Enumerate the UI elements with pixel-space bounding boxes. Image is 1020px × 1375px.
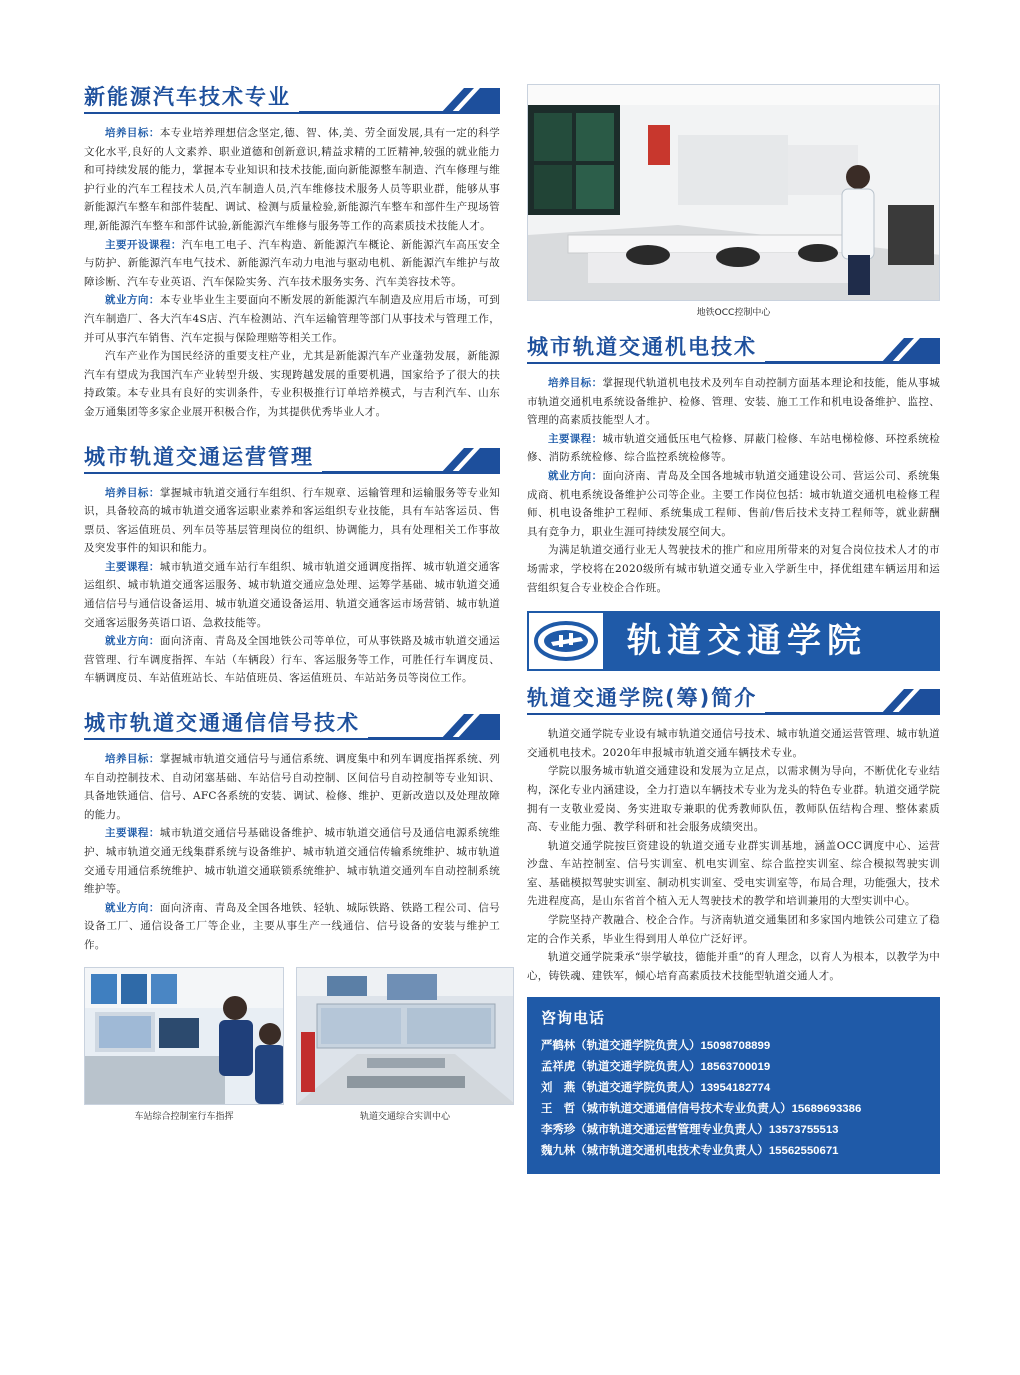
contact-row: 刘 燕（轨道交通学院负责人）13954182774 [541, 1082, 771, 1095]
goal-paragraph [527, 374, 940, 430]
course-text: 城市轨道交通低压电气检修、屏蔽门检修、车站电梯检修、环控系统检修、消防系统检修、综合监控系统检修等。 [527, 432, 940, 464]
section-title: 城市轨道交通通信信号技术 [84, 708, 368, 738]
goal-paragraph [84, 750, 500, 824]
section-title: 轨道交通学院(筹)简介 [527, 683, 765, 713]
course-label: 主要开设课程： [105, 238, 182, 251]
left-column [84, 82, 500, 1122]
course-text: 汽车电工电子、汽车构造、新能源汽车概论、新能源汽车高压安全与防护、新能源汽车电气技术、新能源汽车动力电池与驱动电机、新能源汽车维护与故障诊断、汽车专业英语、汽车保险实务、汽车技术服务实务、汽车美容技术等。 [84, 238, 500, 288]
section-header-intro [527, 683, 940, 719]
section-header-ops [84, 442, 500, 478]
extra-paragraph: 汽车产业作为国民经济的重要支柱产业，尤其是新能源汽车产业蓬勃发展，新能源汽车有望成为我国汽车产业转型升级、实现跨越发展的重要机遇，国家给予了很大的扶持政策。本专业具有良好的实训条件，专业积极推行订单培养模式，与吉利汽车、山东金万通集团等多家企业展开积极合作，为其提供优秀毕业人才。 [84, 350, 500, 418]
course-text: 城市轨道交通信号基础设备维护、城市轨道交通信号及通信电源系统维护、城市轨道交通无线集群系统与设备维护、城市轨道交通信传输系统维护、城市轨道交通专用通信系统维护、城市轨道交通联锁系统维护、城市轨道交通列车自动控制系统维护等。 [84, 827, 500, 896]
contact-row: 魏九林（城市轨道交通机电技术专业负责人）15562550671 [541, 1145, 839, 1158]
goal-text: 掌握现代轨道机电技术及列车自动控制方面基本理论和技能，能从事城市轨道交通机电系统设备维护、检修、管理、安装、施工工作和机电设备维护、监控、管理的高素质技能型人才。 [527, 377, 940, 427]
job-paragraph [84, 291, 500, 347]
contact-row: 孟祥虎（轨道交通学院负责人）18563700019 [541, 1061, 771, 1074]
intro-paragraph: 轨道交通学院专业设有城市轨道交通信号技术、城市轨道交通运营管理、城市轨道交通机电技术。2020年申报城市轨道交通车辆技术专业。 [527, 728, 940, 759]
course-paragraph [84, 824, 500, 898]
course-paragraph [84, 236, 500, 292]
contact-row: 严鹤林（轨道交通学院负责人）15098708899 [541, 1040, 771, 1053]
course-paragraph [84, 558, 500, 632]
intro-paragraph: 轨道交通学院按巨资建设的轨道交通专业群实训基地，涵盖OCC调度中心、运营沙盘、车站控制室、信号实训室、机电实训室、综合监控实训室、综合模拟驾驶实训室、基础模拟驾驶实训室、制动机实训室、受电实训室等，布局合理，功能强大，技术先进程度高，是山东省首个植入无人驾驶技术的教学和培训兼用的大型实训中心。 [527, 839, 940, 908]
training-center-photo [296, 967, 514, 1105]
college-logo-icon [527, 611, 605, 671]
job-label: 就业方向： [105, 635, 160, 648]
intro-paragraph: 学院以服务城市轨道交通建设和发展为立足点，以需求侧为导向，不断优化专业结构，深化专业内涵建设，全力打造以车辆技术专业为龙头的特色专业群。轨道交通学院拥有一支敬业爱岗、务实进取专兼职的优秀教师队伍，教师队伍结构合理、整体素质高、专业能力强、教学科研和社会服务成绩突出。 [527, 765, 940, 834]
section-header-nev [84, 82, 500, 118]
right-column [527, 84, 940, 1174]
section-title: 新能源汽车技术专业 [84, 82, 299, 112]
job-text: 面向济南、青岛及全国各地铁、轻轨、城际铁路、铁路工程公司、信号设备工厂、通信设备工厂等企业，主要从事生产一线通信、信号设备的安装与维护工作。 [84, 901, 500, 951]
extra-paragraph: 为满足轨道交通行业无人驾驶技术的推广和应用所带来的对复合岗位技术人才的市场需求，学校将在2020级所有城市轨道交通专业入学新生中，择优组建车辆运用和运营组织复合专业校企合作班。 [527, 544, 940, 594]
contact-title: 咨询电话 [541, 1010, 606, 1028]
station-photo-caption: 车站综合控制室行车指挥 [134, 1111, 234, 1122]
course-label: 主要课程： [548, 432, 603, 445]
goal-text: 掌握城市轨道交通行车组织、行车规章、运输管理和运输服务等专业知识，具备较高的城市轨道交通客运职业素养和客运组织专业技能，具有车站客运员、售票员、客运值班员、列车员等基层管理岗位的组织、协调能力，具有处理相关工作事故及突发事件的知识和能力。 [84, 486, 500, 555]
goal-label: 培养目标： [105, 753, 160, 766]
contact-panel [527, 997, 940, 1174]
occ-control-photo [527, 84, 940, 301]
course-paragraph [527, 430, 940, 467]
section-header-mech [527, 332, 940, 368]
stripe-decoration-icon [850, 338, 940, 364]
stripe-decoration-icon [410, 714, 500, 740]
stripe-decoration-icon [410, 88, 500, 114]
goal-text: 本专业培养理想信念坚定,德、智、体,美、劳全面发展,具有一定的科学文化水平,良好的人文素养、职业道德和创新意识,精益求精的工匠精神,较强的就业能力和可持续发展的能力，掌握本专业知识和技术技能,面向新能源整车制造、汽车修理与维护行业的汽车工程技术人员,汽车制造人员,汽车维修技术服务人员等职业群，能够从事新能源汽车整车和部件装配、调试、检测与质量检验,新能源汽车整车和部件生产现场管理,新能源汽车整车和部件试验,新能源汽车维修与服务等工作的高素质技术技能人才。 [84, 127, 500, 232]
job-paragraph [527, 467, 940, 541]
intro-paragraph: 轨道交通学院秉承“崇学敏技，德能并重”的育人理念，以育人为根本，以教学为中心，铸铁魂、建铁军，倾心培育高素质技术技能型轨道交通人才。 [527, 951, 940, 982]
goal-text: 掌握城市轨道交通信号与通信系统、调度集中和列车调度指挥系统、列车自动控制技术、自动闭塞基础、车站信号自动控制、区间信号自动控制等专业知识、具备地铁通信、信号、AFC各系统的安装、调试、检修、维护、更新改造以及处理故障的能力。 [84, 753, 500, 821]
section-title: 城市轨道交通运营管理 [84, 442, 322, 472]
goal-label: 培养目标： [105, 127, 160, 139]
goal-paragraph [84, 484, 500, 558]
college-banner [527, 611, 940, 671]
college-banner-name: 轨道交通学院 [627, 621, 867, 662]
course-label: 主要课程： [105, 827, 160, 840]
job-label: 就业方向： [548, 469, 603, 482]
contact-row: 王 哲（城市轨道交通通信信号技术专业负责人）15689693386 [541, 1103, 862, 1116]
station-photo-block [84, 967, 284, 1122]
job-text: 面向济南、青岛及全国地铁公司等单位，可从事铁路及城市轨道交通运营管理、行车调度指挥、车站（车辆段）行车、客运服务等工作，可胜任行车调度员、车辆调度员、车站值班站长、车站值班员、客运值班员、车站站务员等岗位工作。 [84, 635, 500, 685]
bottom-photo-row [84, 967, 500, 1122]
training-photo-block [296, 967, 514, 1122]
job-label: 就业方向： [105, 294, 160, 307]
stripe-decoration-icon [410, 448, 500, 474]
job-paragraph [84, 632, 500, 688]
job-label: 就业方向： [105, 901, 160, 914]
contact-row: 李秀珍（城市轨道交通运营管理专业负责人）13573755513 [541, 1124, 839, 1137]
occ-photo-caption: 地铁OCC控制中心 [696, 308, 771, 318]
job-text: 本专业毕业生主要面向不断发展的新能源汽车制造及应用后市场，可到汽车制造厂、各大汽车4S店、汽车检测站、汽车运输管理等部门从事技术与管理工作，并可从事汽车销售、汽车定损与保险理赔等相关工作。 [84, 294, 500, 344]
training-photo-caption: 轨道交通综合实训中心 [359, 1111, 450, 1122]
stripe-decoration-icon [850, 689, 940, 715]
job-text: 面向济南、青岛及全国各地城市轨道交通建设公司、营运公司、系统集成商、机电系统设备维护公司等企业。主要工作岗位包括：城市轨道交通机电检修工程师、机电设备维护工程师、系统集成工程师、售前/售后技术支持工程师等，就业薪酬具有竞争力，职业生涯可持续发展空间大。 [527, 469, 940, 538]
goal-label: 培养目标： [105, 486, 160, 499]
goal-label: 培养目标： [548, 377, 603, 389]
station-control-photo [84, 967, 284, 1105]
intro-paragraph: 学院坚持产教融合、校企合作。与济南轨道交通集团和多家国内地铁公司建立了稳定的合作关系，毕业生得到用人单位广泛好评。 [527, 914, 940, 945]
course-text: 城市轨道交通车站行车组织、城市轨道交通调度指挥、城市轨道交通客运组织、城市轨道交通客运服务、城市轨道交通应急处理、运筹学基础、城市轨道交通通信信号与通信设备运用、城市轨道交通设备运用、轨道交通客运市场营销、城市轨道交通客运服务英语口语、急救技能等。 [84, 560, 500, 629]
course-label: 主要课程： [105, 560, 160, 573]
section-header-signal [84, 708, 500, 744]
goal-paragraph [84, 124, 500, 236]
job-paragraph [84, 899, 500, 955]
section-title: 城市轨道交通机电技术 [527, 332, 765, 362]
